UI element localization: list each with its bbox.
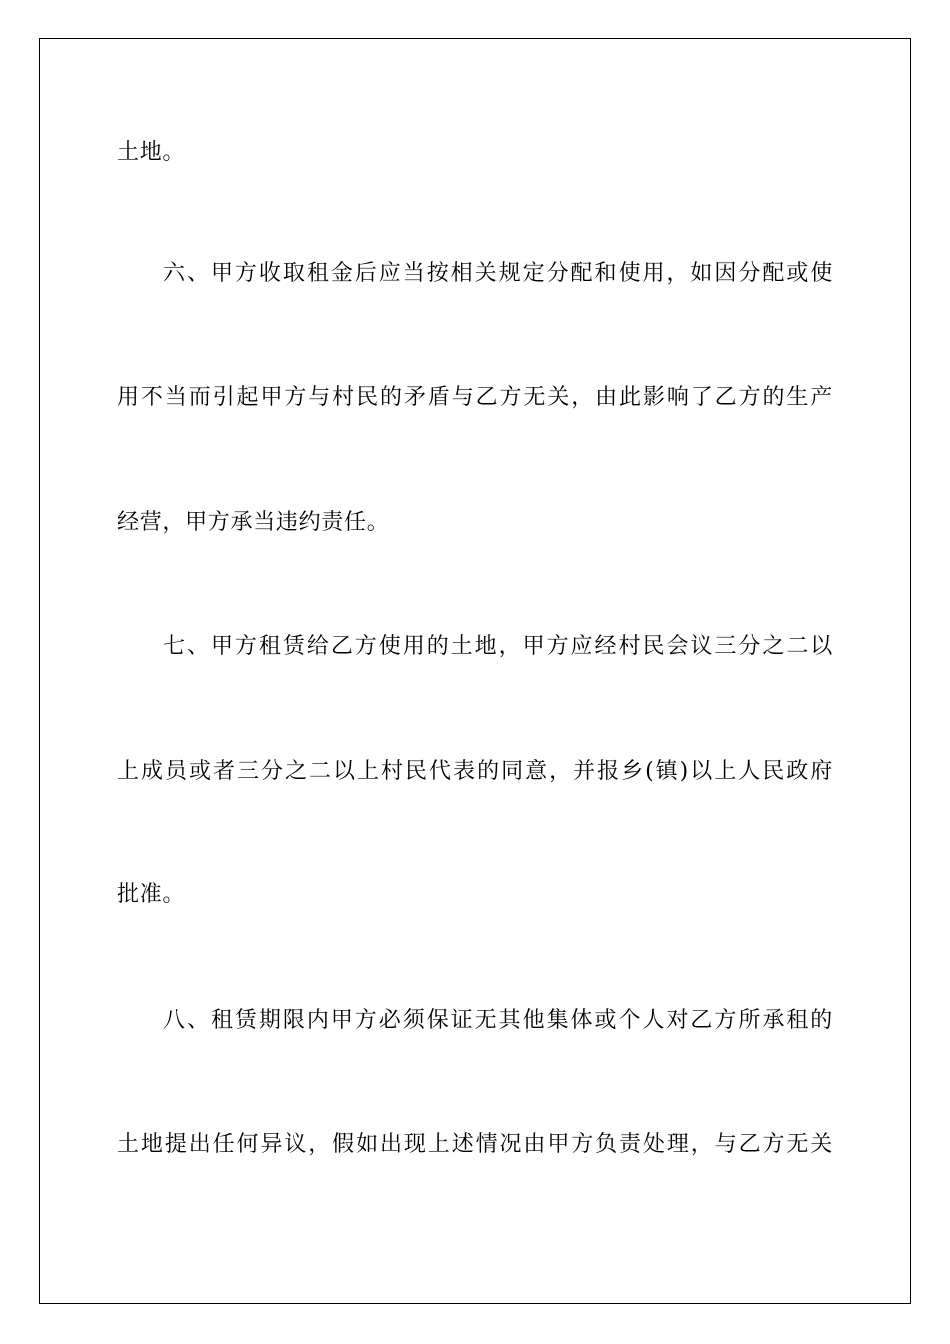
text-line-4: 经营，甲方承当违约责任。 [117,510,390,535]
text-line-1: 土地。 [117,140,186,165]
text-line-3: 用不当而引起甲方与村民的矛盾与乙方无关，由此影响了乙方的生产 [117,385,833,410]
text-line-5: 七、甲方租赁给乙方使用的土地，甲方应经村民会议三分之二以 [163,634,833,659]
text-line-2: 六、甲方收取租金后应当按相关规定分配和使用，如因分配或使 [163,261,833,286]
page-border [39,38,911,1304]
text-line-6: 上成员或者三分之二以上村民代表的同意，并报乡(镇)以上人民政府 [117,759,833,784]
text-line-9: 土地提出任何异议，假如出现上述情况由甲方负责处理，与乙方无关 [117,1132,833,1157]
text-line-7: 批准。 [117,882,186,907]
text-line-8: 八、租赁期限内甲方必须保证无其他集体或个人对乙方所承租的 [163,1008,833,1033]
